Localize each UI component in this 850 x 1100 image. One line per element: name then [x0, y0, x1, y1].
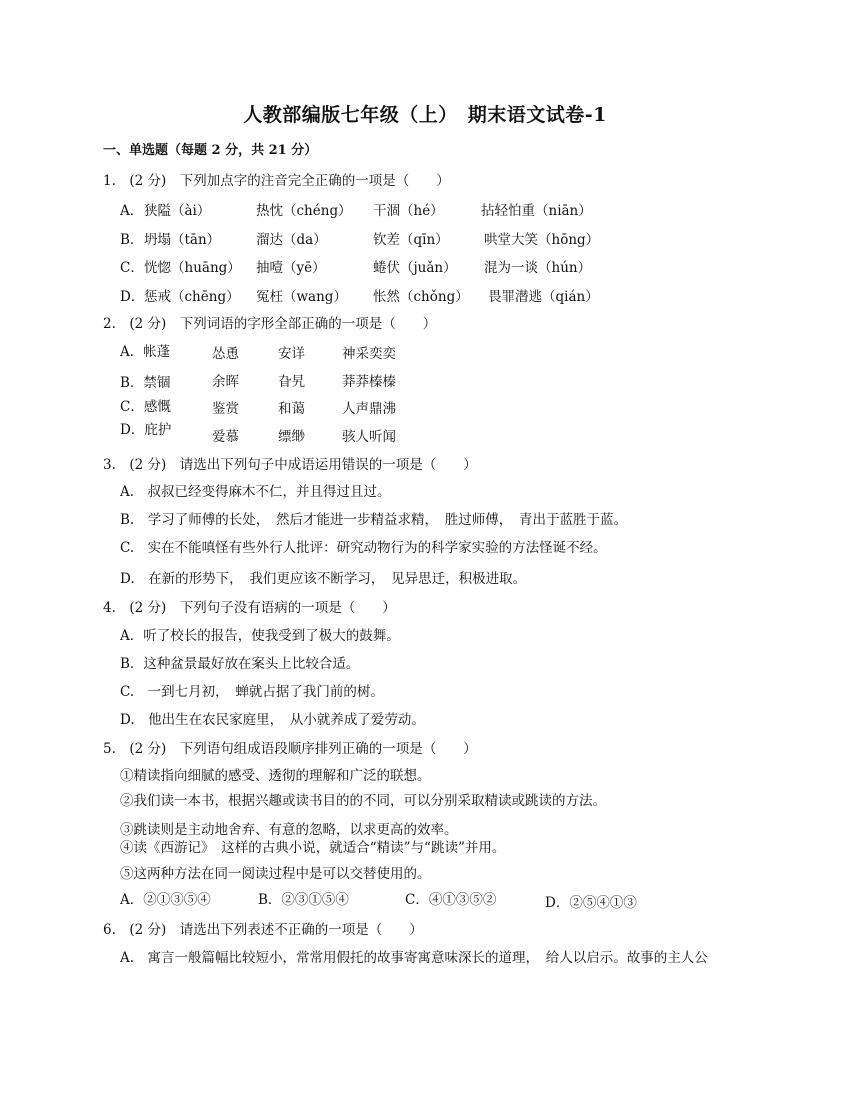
q5-sentence-4: ④读《西游记》 这样的古典小说，就适合“精读”与“跳读”并用。 — [120, 840, 506, 856]
q1-b-1: 坍塌（tān） — [144, 232, 221, 248]
q2-option-c: C．感慨 — [120, 399, 171, 415]
q5-sentence-3: ③跳读则是主动地舍弃、有意的忽略，以求更高的效率。 — [120, 822, 458, 838]
q2-word: 莽莽榛榛 — [342, 374, 396, 390]
q1-c-1: 恍惚（huāng） — [144, 260, 241, 276]
question-1-stem: 1. (2 分) 下列加点字的注音完全正确的一项是（ ） — [103, 173, 450, 189]
q1-d-4: 畏罪潜逃（qián） — [488, 289, 599, 305]
q2-word: 安详 — [278, 346, 305, 362]
q1-d-1: 惩戒（chēng） — [144, 289, 240, 305]
q1-d-2: 冤枉（wang） — [256, 289, 347, 305]
q1-option-c-label: C． — [120, 260, 144, 276]
q1-a-3: 干涸（hé） — [373, 203, 444, 219]
q4-option-a: A．听了校长的报告，使我受到了极大的鼓舞。 — [120, 628, 400, 644]
q2-word: 鉴赏 — [212, 401, 239, 417]
q3-option-d: D. 在新的形势下， 我们更应该不断学习， 见异思迁，积极进取。 — [120, 571, 527, 587]
q1-option-b-label: B． — [120, 232, 144, 248]
q1-a-1: 狭隘（ài） — [144, 203, 211, 219]
q2-word: 缥缈 — [278, 429, 305, 445]
q3-option-a: A. 叔叔已经变得麻木不仁，并且得过且过。 — [120, 484, 391, 500]
q4-option-d: D. 他出生在农民家庭里， 从小就养成了爱劳动。 — [120, 712, 425, 728]
q1-b-2: 溜达（da） — [256, 232, 327, 248]
q4-option-c: C. 一到七月初， 蝉就占据了我门前的树。 — [120, 684, 384, 700]
section-heading: 一、单选题（每题 2 分，共 21 分） — [103, 143, 318, 158]
q4-option-b: B．这种盆景最好放在案头上比较合适。 — [120, 656, 360, 672]
question-5-stem: 5. (2 分) 下列语句组成语段顺序排列正确的一项是（ ） — [103, 741, 477, 757]
q2-word: 旮旯 — [278, 374, 305, 390]
q2-word: 余晖 — [212, 374, 239, 390]
q1-c-4: 混为一谈（hún） — [484, 260, 592, 276]
q2-word: 人声鼎沸 — [342, 401, 396, 417]
q5-sentence-1: ①精读指向细腻的感受、透彻的理解和广泛的联想。 — [120, 768, 431, 784]
q5-sentence-2: ②我们读一本书，根据兴趣或读书目的的不同，可以分别采取精读或跳读的方法。 — [120, 793, 606, 809]
question-6-stem: 6. (2 分) 请选出下列表述不正确的一项是（ ） — [103, 922, 423, 938]
q1-b-3: 钦差（qīn） — [373, 232, 449, 248]
q5-option-a: A．②①③⑤④ — [120, 892, 211, 908]
q1-a-2: 热忱（chéng） — [256, 203, 352, 219]
q3-option-c: C. 实在不能嗔怪有些外行人批评：研究动物行为的科学家实验的方法怪诞不经。 — [120, 540, 607, 556]
q2-word: 神采奕奕 — [342, 346, 396, 362]
q3-option-b: B. 学习了师傅的长处， 然后才能进一步精益求精， 胜过师傅， 青出于蓝胜于蓝。 — [120, 512, 627, 528]
q2-word: 怂恿 — [212, 346, 239, 362]
q1-b-4: 哄堂大笑（hōng） — [484, 232, 600, 248]
question-2-stem: 2. (2 分) 下列词语的字形全部正确的一项是（ ） — [103, 316, 437, 332]
question-3-stem: 3. (2 分) 请选出下列句子中成语运用错误的一项是（ ） — [103, 457, 477, 473]
q5-option-b: B．②③①⑤④ — [258, 892, 349, 908]
q1-d-3: 怅然（chǒng） — [373, 289, 469, 305]
q1-c-2: 抽噎（yē） — [256, 260, 326, 276]
q2-word: 爱慕 — [212, 429, 239, 445]
q1-option-a-label: A． — [120, 203, 144, 219]
q2-option-a: A．帐蓬 — [120, 344, 171, 360]
q5-option-d: D．②⑤④①③ — [545, 895, 637, 911]
question-4-stem: 4. (2 分) 下列句子没有语病的一项是（ ） — [103, 600, 396, 616]
q1-c-3: 蜷伏（juǎn） — [373, 260, 457, 276]
q1-a-4: 拈轻怕重（niān） — [481, 203, 592, 219]
q2-option-d: D．庇护 — [120, 422, 172, 438]
q2-option-b: B．禁锢 — [120, 375, 171, 391]
q2-word: 和蔼 — [278, 401, 305, 417]
q6-option-a: A. 寓言一般篇幅比较短小，常常用假托的故事寄寓意味深长的道理， 给人以启示。故事的主人公 — [120, 950, 708, 966]
q2-word: 骇人听闻 — [342, 429, 396, 445]
q5-option-c: C．④①③⑤② — [405, 892, 497, 908]
q1-option-d-label: D． — [120, 289, 145, 305]
q5-sentence-5: ⑤这两种方法在同一阅读过程中是可以交替使用的。 — [120, 866, 431, 882]
page-title: 人教部编版七年级（上） 期末语文试卷-1 — [243, 104, 607, 126]
